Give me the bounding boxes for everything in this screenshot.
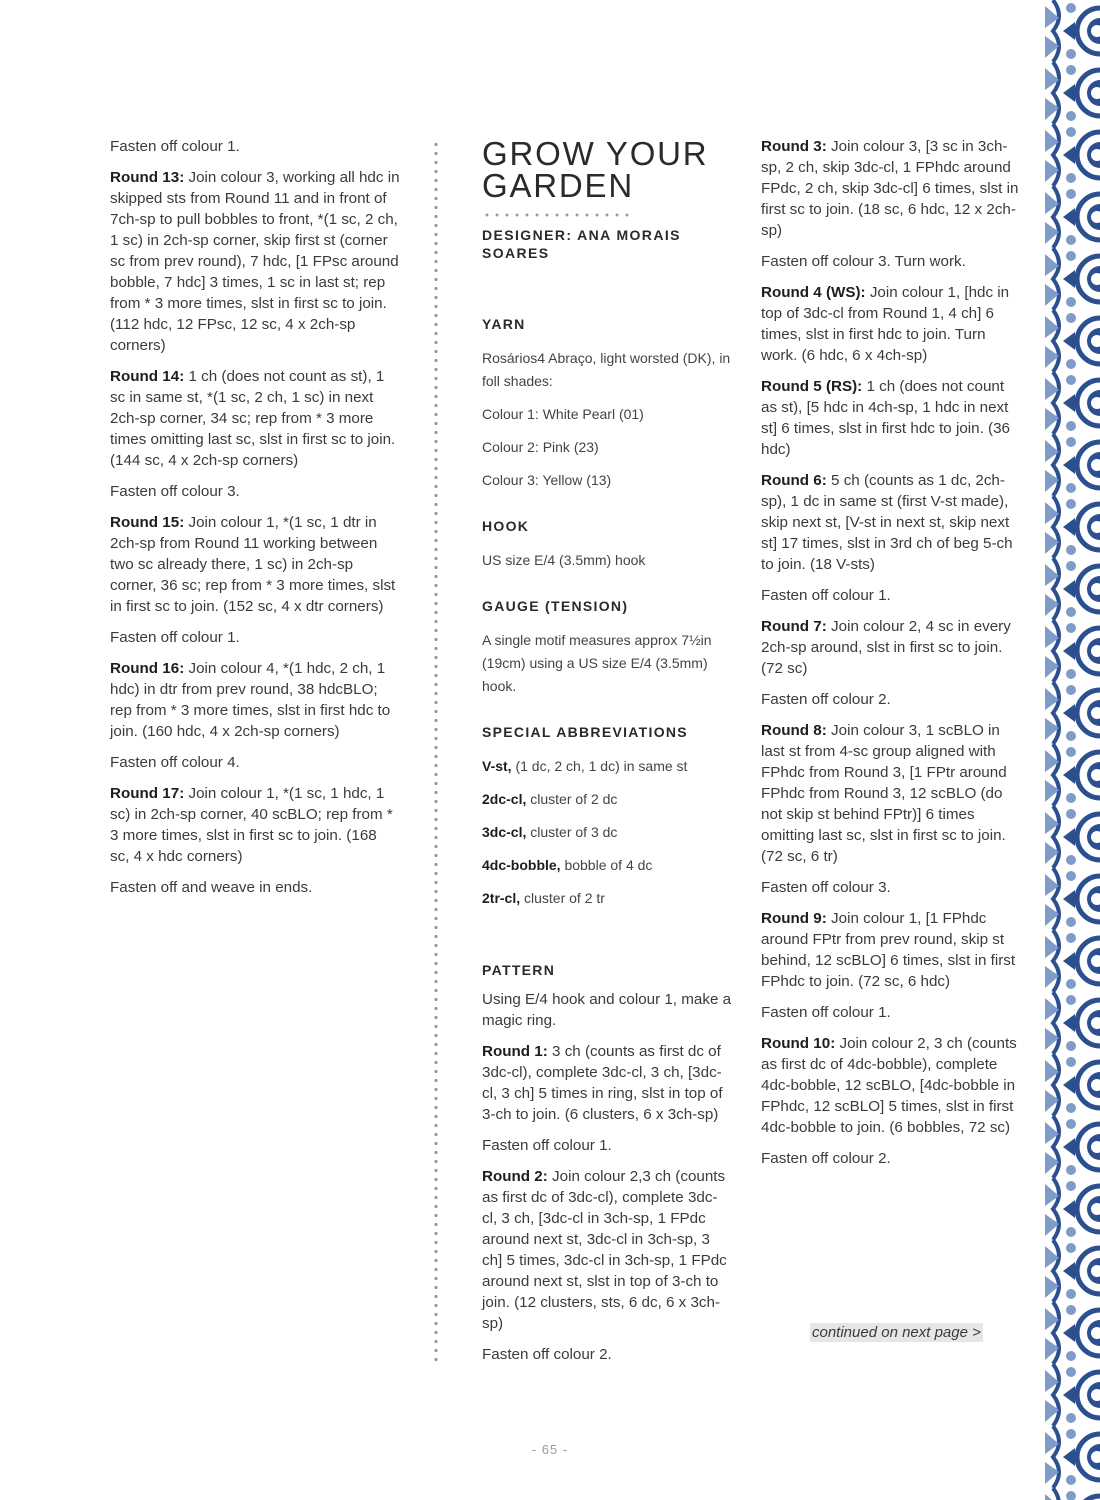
instruction-text (761, 1002, 1023, 1023)
round-text: Join colour 2, 3 ch (counts as first dc of 4dc-bobble), complete 4dc-bobble, 12 scBLO, [4dc-bobble in FPhdc, 12 scBLO] 5 times, slst in first 4dc-bobble to join. (6 bobbles, 72 sc) (761, 1035, 1017, 1136)
round-label: Round 10: (761, 1035, 836, 1052)
round-text: Join colour 1, [1 FPhdc around FPtr from prev round, skip st behind, 12 scBLO] 6 times, slst in first FPhdc to join. (72 sc, 6 hdc) (761, 910, 1016, 990)
round-instruction (110, 783, 400, 867)
abbreviation-definition: cluster of 3 dc (526, 824, 618, 840)
round-text: Join colour 1, [hdc in top of 3dc-cl from Round 1, 4 ch] 6 times, slst in first hdc to join. Turn work. (6 hdc, 6 x 4ch-sp) (761, 284, 1010, 364)
abbreviation-definition: (1 dc, 2 ch, 1 dc) in same st (511, 758, 688, 774)
round-label: Round 8: (761, 722, 827, 739)
round-text: Fasten off colour 2. (761, 691, 891, 708)
abbreviation-item (482, 755, 732, 778)
round-instruction (761, 908, 1023, 992)
round-text: Fasten off colour 2. (482, 1346, 612, 1363)
round-label: Round 1: (482, 1043, 548, 1060)
pattern-heading: PATTERN (482, 962, 556, 978)
abbreviations-list (482, 755, 732, 910)
round-instruction (110, 658, 400, 742)
pattern-instructions (482, 989, 732, 1365)
yarn-line: Colour 1: White Pearl (01) (482, 406, 644, 422)
instruction-text (110, 877, 400, 898)
round-label: Round 2: (482, 1168, 548, 1185)
gauge-text: A single motif measures approx 7½in (19cm) using a US size E/4 (3.5mm) hook. (482, 632, 712, 694)
instruction-text (761, 689, 1023, 710)
round-label: Round 15: (110, 514, 185, 531)
yarn-line: Colour 3: Yellow (13) (482, 472, 612, 488)
round-text: 1 ch (does not count as st), 1 sc in same st, *(1 sc, 2 ch, 1 sc) in next 2ch-sp corner, 34 sc; rep from * 3 more times omitting last sc, slst in first sc to join. (144 sc, 4 x 2ch-sp corners) (110, 368, 396, 469)
round-text: Fasten off colour 1. (761, 1004, 891, 1021)
round-text: Join colour 1, *(1 sc, 1 dtr in 2ch-sp from Round 11 working between two sc already there, 1 sc) in 2ch-sp corner, 36 sc; rep from * 3 more times, slst in first sc to join. (152 sc, 4 x dtr corners) (110, 514, 396, 615)
round-text: Join colour 2,3 ch (counts as first dc of 3dc-cl), complete 3dc-cl, 3 ch, [3dc-cl in 3ch-sp, 1 FPdc around next st, 3dc-cl in 3ch-sp, 3 ch] 5 times, 3dc-cl in 3ch-sp, 1 FPdc around next st, slst in top of 3-ch to join. (12 clusters, sts, 6 dc, 6 x 3ch-sp) (482, 1168, 727, 1332)
abbreviation-term: 4dc-bobble, (482, 857, 561, 873)
instruction-text (110, 481, 400, 502)
round-label: Round 4 (WS): (761, 284, 866, 301)
round-text: Fasten off colour 3. Turn work. (761, 253, 966, 270)
round-label: Round 7: (761, 618, 827, 635)
pattern-title: GROW YOUR GARDEN (482, 135, 709, 204)
abbreviation-term: 3dc-cl, (482, 824, 527, 840)
abbreviation-item (482, 821, 732, 844)
round-label: Round 14: (110, 368, 185, 385)
round-text: Join colour 2, 4 sc in every 2ch-sp around, slst in first sc to join. (72 sc) (761, 618, 1011, 677)
page-number: - 65 - (531, 1442, 569, 1457)
round-instruction (761, 376, 1023, 460)
abbreviation-definition: cluster of 2 tr (520, 890, 605, 906)
left-column (110, 136, 400, 908)
instruction-text (482, 1135, 732, 1156)
round-text: 5 ch (counts as 1 dc, 2ch-sp), 1 dc in same st (first V-st made), skip next st, [V-st in next st, skip next st] 17 times, slst in 3rd ch of beg 5-ch to join. (18 V-sts) (761, 472, 1013, 573)
yarn-heading: YARN (482, 316, 526, 332)
round-label: Round 9: (761, 910, 827, 927)
round-text: Join colour 3, [3 sc in 3ch-sp, 2 ch, skip 3dc-cl, 1 FPhdc around FPdc, 2 ch, skip 3dc-cl] 6 times, slst in first sc to join. (18 sc, 6 hdc, 12 x 2ch-sp) (761, 138, 1019, 239)
instruction-text (761, 251, 1023, 272)
hook-text: US size E/4 (3.5mm) hook (482, 552, 646, 568)
abbreviation-item (482, 854, 732, 877)
vertical-dotted-divider (434, 140, 438, 1362)
round-label: Round 6: (761, 472, 827, 489)
round-text: Fasten off colour 1. (761, 587, 891, 604)
round-instruction (761, 720, 1023, 867)
yarn-line: Colour 2: Pink (23) (482, 439, 599, 455)
round-label: Round 16: (110, 660, 185, 677)
abbreviation-item (482, 788, 732, 811)
instruction-text (110, 136, 400, 157)
round-text: 1 ch (does not count as st), [5 hdc in 4ch-sp, 1 hdc in next st] 6 times, slst in first hdc to join. (36 hdc) (761, 378, 1010, 458)
right-column (761, 136, 1023, 1179)
instruction-text (110, 627, 400, 648)
round-instruction (482, 1166, 732, 1334)
instruction-text (761, 877, 1023, 898)
round-text: Fasten off colour 3. (761, 879, 891, 896)
round-text: Join colour 3, 1 scBLO in last st from 4-sc group aligned with FPhdc from Round 3, [1 FPtr around FPhdc from Round 3, 12 scBLO (do not skip st behind FPtr)] 6 times omitting last sc, slst in first sc to join. (72 sc, 6 tr) (761, 722, 1007, 865)
round-label: Round 3: (761, 138, 827, 155)
instruction-text (761, 1148, 1023, 1169)
round-instruction (761, 282, 1023, 366)
round-instruction (761, 616, 1023, 679)
round-label: Round 5 (RS): (761, 378, 863, 395)
round-text: Using E/4 hook and colour 1, make a magic ring. (482, 991, 732, 1029)
yarn-list (482, 347, 732, 492)
round-instruction (110, 167, 400, 356)
title-dotted-rule (482, 212, 632, 218)
round-instruction (110, 512, 400, 617)
gauge-heading: GAUGE (TENSION) (482, 598, 629, 614)
round-text: Join colour 4, *(1 hdc, 2 ch, 1 hdc) in dtr from prev round, 38 hdcBLO; rep from * 3 more times, slst in first hdc to join. (160 hdc, 4 x 2ch-sp corners) (110, 660, 391, 740)
round-text: Fasten off colour 1. (110, 138, 240, 155)
round-text: Fasten off colour 1. (482, 1137, 612, 1154)
round-text: Fasten off colour 4. (110, 754, 240, 771)
round-text: 3 ch (counts as first dc of 3dc-cl), complete 3dc-cl, 3 ch, [3dc-cl, 3 ch] 5 times in ring, slst in top of 3-ch to join. (6 clusters, 6 x 3ch-sp) (482, 1043, 723, 1123)
designer-credit: DESIGNER: ANA MORAIS SOARES (482, 227, 681, 261)
round-text: Fasten off colour 2. (761, 1150, 891, 1167)
round-instruction (110, 366, 400, 471)
round-instruction (761, 1033, 1023, 1138)
instruction-text (110, 752, 400, 773)
instruction-text (761, 585, 1023, 606)
abbreviations-heading: SPECIAL ABBREVIATIONS (482, 724, 688, 740)
instruction-text (482, 1344, 732, 1365)
abbreviation-definition: cluster of 2 dc (526, 791, 618, 807)
decorative-tile-border (1045, 0, 1100, 1500)
abbreviation-term: 2dc-cl, (482, 791, 527, 807)
abbreviation-term: V-st, (482, 758, 512, 774)
abbreviation-item (482, 887, 732, 910)
round-instruction (761, 136, 1023, 241)
round-text: Join colour 3, working all hdc in skipped sts from Round 11 and in front of 7ch-sp to pull bobbles to front, *(1 sc, 2 ch, 1 sc) in 2ch-sp corner, skip first st (corner sc from prev round), 7 hdc, [1 FPsc around bobble, 7 hdc] 3 times, 1 sc in last st; rep from * 3 more times, slst in first sc to join. (112 hdc, 12 FPsc, 12 sc, 4 x 2ch-sp corners) (110, 169, 400, 354)
middle-column (482, 135, 732, 1375)
instruction-text (482, 989, 732, 1031)
abbreviation-term: 2tr-cl, (482, 890, 521, 906)
round-label: Round 13: (110, 169, 185, 186)
hook-heading: HOOK (482, 518, 530, 534)
continued-link[interactable]: continued on next page > (812, 1324, 981, 1341)
round-label: Round 17: (110, 785, 185, 802)
round-instruction (761, 470, 1023, 575)
round-instruction (482, 1041, 732, 1125)
round-text: Join colour 1, *(1 sc, 1 hdc, 1 sc) in 2ch-sp corner, 40 scBLO; rep from * 3 more times, slst in first sc to join. (168 sc, 4 x hdc corners) (110, 785, 393, 865)
azulejo-pattern-icon (1045, 0, 1100, 1500)
abbreviation-definition: bobble of 4 dc (560, 857, 653, 873)
round-text: Fasten off colour 3. (110, 483, 240, 500)
round-text: Fasten off and weave in ends. (110, 879, 313, 896)
round-text: Fasten off colour 1. (110, 629, 240, 646)
yarn-line: Rosários4 Abraço, light worsted (DK), in foll shades: (482, 350, 731, 389)
